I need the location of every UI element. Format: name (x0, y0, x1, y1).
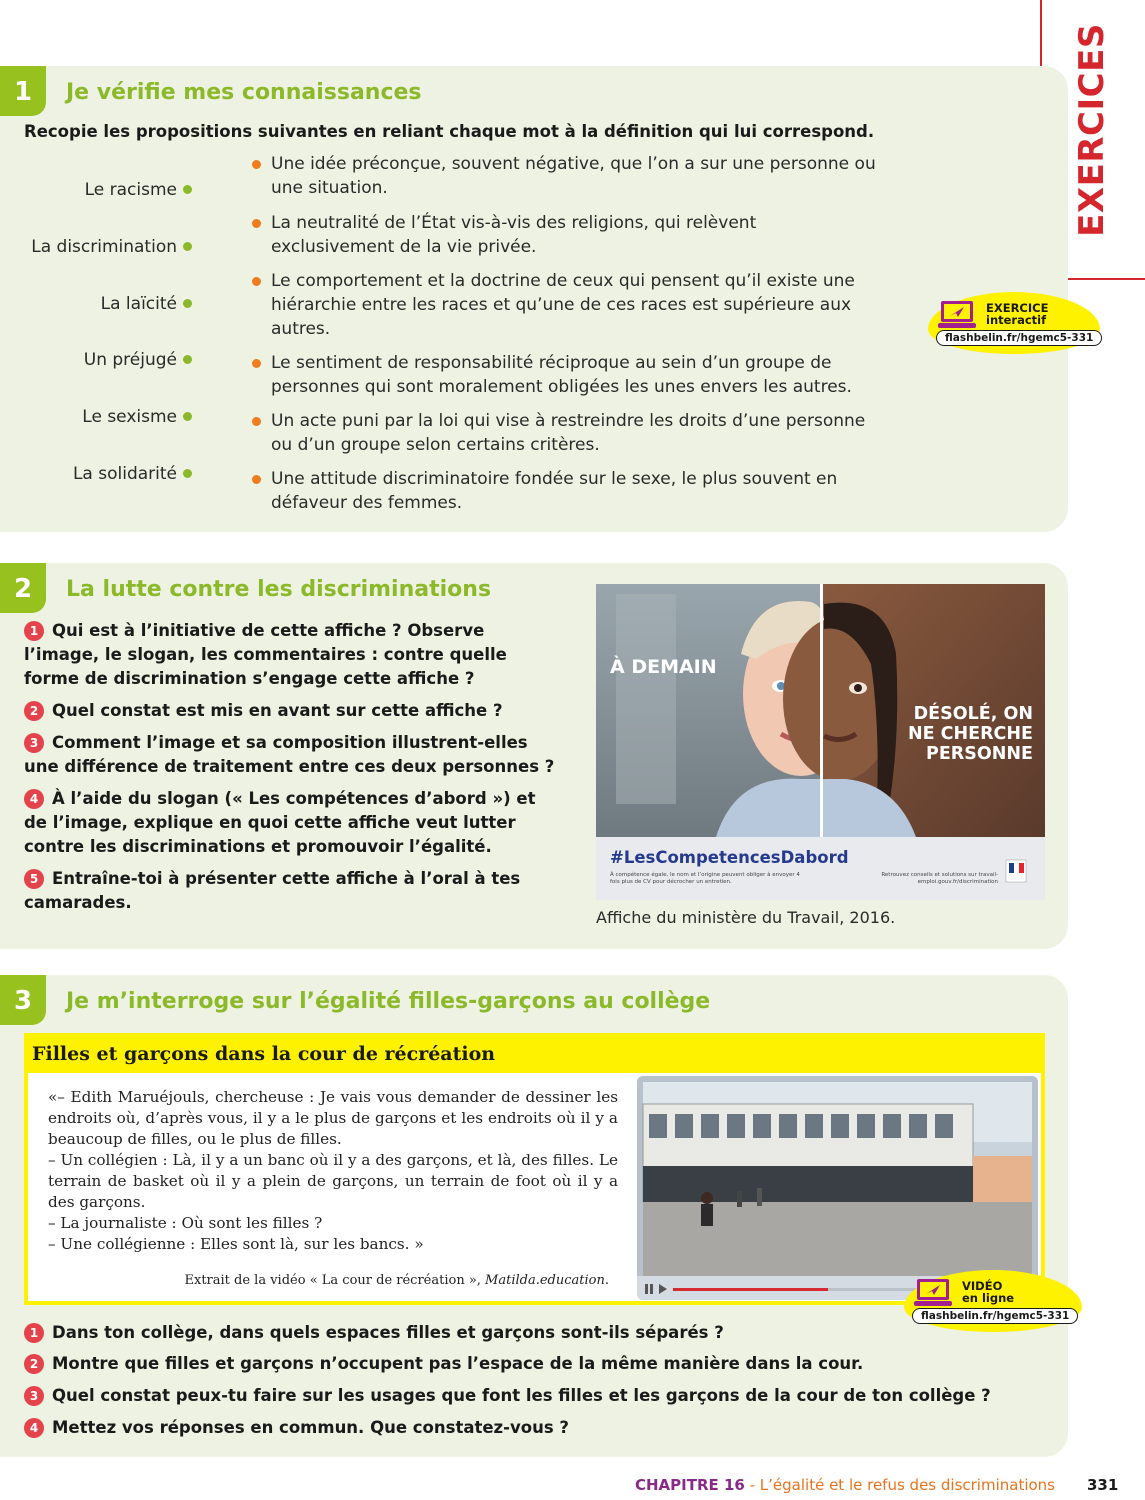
term-item: La discrimination (31, 237, 192, 257)
badge-link[interactable]: flashbelin.fr/hgemc5-331 (936, 330, 1102, 346)
exercise-badge[interactable] (928, 292, 1100, 354)
section-number: 3 (0, 975, 46, 1025)
chapter-footer: CHAPITRE 16 - L’égalité et le refus des discriminations (634, 1476, 1055, 1494)
bullet-dot-icon (252, 219, 261, 228)
poster-hashtag: #LesCompetencesDabord (610, 848, 849, 867)
poster-caption: Affiche du ministère du Travail, 2016. (596, 908, 896, 927)
document-title: Filles et garçons dans la cour de récréation (28, 1037, 1041, 1073)
poster-right-text: DÉSOLÉ, ON NE CHERCHE PERSONNE (907, 704, 1033, 764)
question-item: 3 Quel constat peux-tu faire sur les usages que font les filles et les garçons de la cour de ton collège ? (24, 1384, 1004, 1408)
poster-left-text: À DEMAIN (610, 656, 717, 678)
term-item: Un préjugé (84, 350, 192, 370)
document-source: Extrait de la vidéo « La cour de récréation », Matilda.education. (184, 1273, 609, 1288)
video-frame (637, 1076, 1038, 1300)
computer-icon (914, 1278, 952, 1308)
section-number: 2 (0, 563, 46, 613)
section-title: La lutte contre les discriminations (66, 577, 492, 602)
definition-item: Une idée préconçue, souvent négative, que l’on a sur une personne ou une situation. (252, 152, 882, 200)
bullet-dot-icon (183, 355, 192, 364)
definition-item: Un acte puni par la loi qui vise à restreindre les droits d’une personne ou d’un groupe selon certains critères. (252, 409, 882, 457)
bullet-dot-icon (183, 242, 192, 251)
section-title: Je vérifie mes connaissances (66, 80, 422, 105)
badge-label: VIDÉO en ligne (962, 1279, 1015, 1305)
bullet-dot-icon (252, 475, 261, 484)
question-item: 5 Entraîne-toi à présenter cette affiche à l’oral à tes camarades. (24, 869, 521, 912)
section-number: 1 (0, 66, 46, 116)
question-item: 3 Comment l’image et sa composition illustrent-elles une différence de traitement entre ces deux personnes ? (24, 733, 555, 776)
term-item: Le sexisme (82, 407, 192, 427)
definition-item: La neutralité de l’État vis-à-vis des religions, qui relèvent exclusivement de la vie privée. (252, 211, 882, 259)
section-1 (0, 66, 1068, 532)
bullet-dot-icon (183, 299, 192, 308)
video-player[interactable] (637, 1076, 1038, 1300)
poster-small-left: À compétence égale, le nom et l’origine peuvent obliger à envoyer 4 fois plus de CV pour décrocher un entretien. (610, 872, 800, 885)
question-item: 4 À l’aide du slogan (« Les compétences d’abord ») et de l’image, explique en quoi cette affiche veut lutter contre les discriminations et promouvoir l’égalité. (24, 789, 536, 856)
definition-item: Le sentiment de responsabilité réciproque au sein d’un groupe de personnes qui sont moralement obligées les unes envers les autres. (252, 351, 882, 399)
poster-image (596, 584, 1045, 900)
page-number: 331 (1087, 1476, 1119, 1494)
section-title: Je m’interroge sur l’égalité filles-garçons au collège (66, 989, 711, 1014)
bullet-dot-icon (252, 160, 261, 169)
term-item: La laïcité (101, 294, 192, 314)
bullet-dot-icon (252, 277, 261, 286)
poster-small-right: Retrouvez conseils et solutions sur travail-emploi.gouv.fr/discrimination (881, 872, 998, 885)
term-item: Le racisme (85, 180, 192, 200)
bullet-dot-icon (252, 359, 261, 368)
question-item: 4 Mettez vos réponses en commun. Que constatez-vous ? (24, 1416, 924, 1440)
side-tab-label: EXERCICES (1072, 23, 1112, 237)
question-item: 1 Dans ton collège, dans quels espaces filles et garçons sont-ils séparés ? (24, 1321, 924, 1345)
instruction: Recopie les propositions suivantes en reliant chaque mot à la définition qui lui correspond. (24, 122, 875, 141)
bullet-dot-icon (183, 185, 192, 194)
question-item: 2 Quel constat est mis en avant sur cette affiche ? (24, 699, 564, 723)
question-item: 1 Qui est à l’initiative de cette affiche ? Observe l’image, le slogan, les commentaires : contre quelle forme de discrimination s’engage cette affiche ? (24, 621, 507, 688)
badge-link[interactable]: flashbelin.fr/hgemc5-331 (912, 1308, 1078, 1324)
computer-icon (938, 300, 976, 330)
bullet-dot-icon (183, 412, 192, 421)
question-item: 2 Montre que filles et garçons n’occupent pas l’espace de la même manière dans la cour. (24, 1352, 924, 1376)
bullet-dot-icon (252, 417, 261, 426)
badge-label: EXERCICE interactif (986, 301, 1049, 327)
bullet-dot-icon (183, 469, 192, 478)
term-item: La solidarité (73, 464, 192, 484)
document-quote: «– Edith Maruéjouls, chercheuse : Je vais vous demander de dessiner les endroits où, d’après vous, il y a le plus de garçons et les endroits où il y a beaucoup de filles, ou le plus de filles. – Un collégien : Là, il y a un banc où il y a des garçons, et là, des filles. Le terrain de basket où il y a plein de garçons, un terrain de foot où il y a des garçons. – La journaliste : Où sont les filles ? – Une collégienne : Elles sont là, sur les bancs. » (48, 1088, 618, 1253)
definition-item: Le comportement et la doctrine de ceux qui pensent qu’il existe une hiérarchie entre les races et qu’une de ces races est supérieure aux autres. (252, 269, 882, 341)
definition-item: Une attitude discriminatoire fondée sur le sexe, le plus souvent en défaveur des femmes. (252, 467, 882, 515)
